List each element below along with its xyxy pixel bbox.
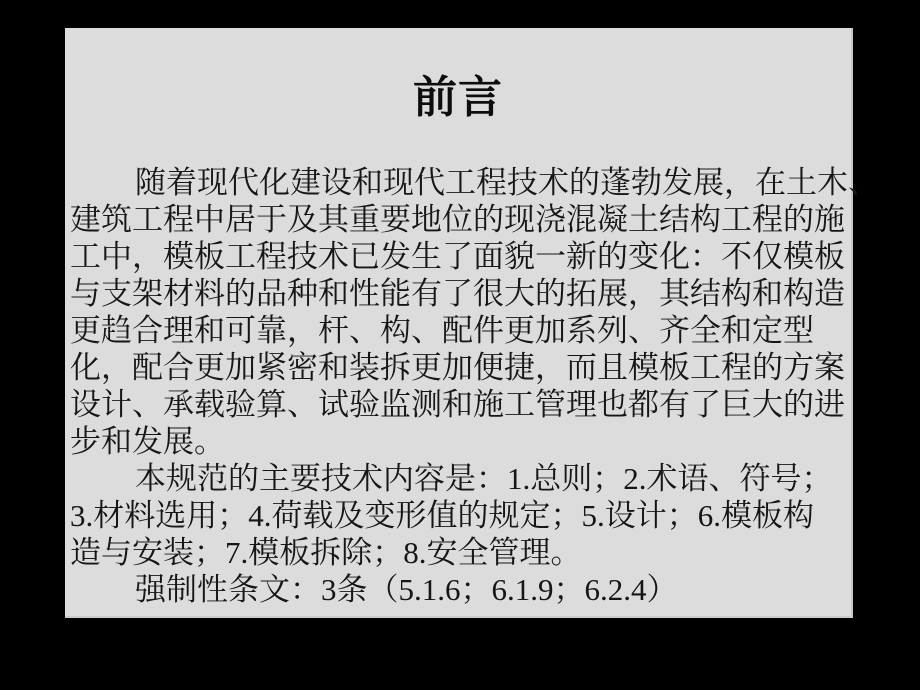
body-line: 工中，模板工程技术已发生了面貌一新的变化：不仅模板 [70,239,845,274]
body-line: 强制性条文：3条（5.1.6；6.1.9；6.2.4） [135,572,678,607]
body-line: 更趋合理和可靠，杆、构、配件更加系列、齐全和定型 [70,313,814,348]
slide-title: 前言 [413,73,503,122]
presentation-slide [65,28,879,618]
body-line: 设计、承载验算、试验监测和施工管理也都有了巨大的进 [70,387,845,422]
body-line: 造与安装；7.模板拆除；8.安全管理。 [70,535,582,570]
body-line: 本规范的主要技术内容是：1.总则；2.术语、符号； [135,461,833,496]
slide-body [70,164,879,608]
body-line: 随着现代化建设和现代工程技术的蓬勃发展，在土木、 [135,165,879,200]
body-line: 与支架材料的品种和性能有了很大的拓展，其结构和构造 [70,276,845,311]
body-line: 步和发展。 [70,424,225,459]
body-line: 化，配合更加紧密和装拆更加便捷，而且模板工程的方案 [70,350,845,385]
body-line: 3.材料选用；4.荷载及变形值的规定；5.设计；6.模板构 [70,498,814,533]
body-line: 建筑工程中居于及其重要地位的现浇混凝土结构工程的施 [70,202,845,237]
